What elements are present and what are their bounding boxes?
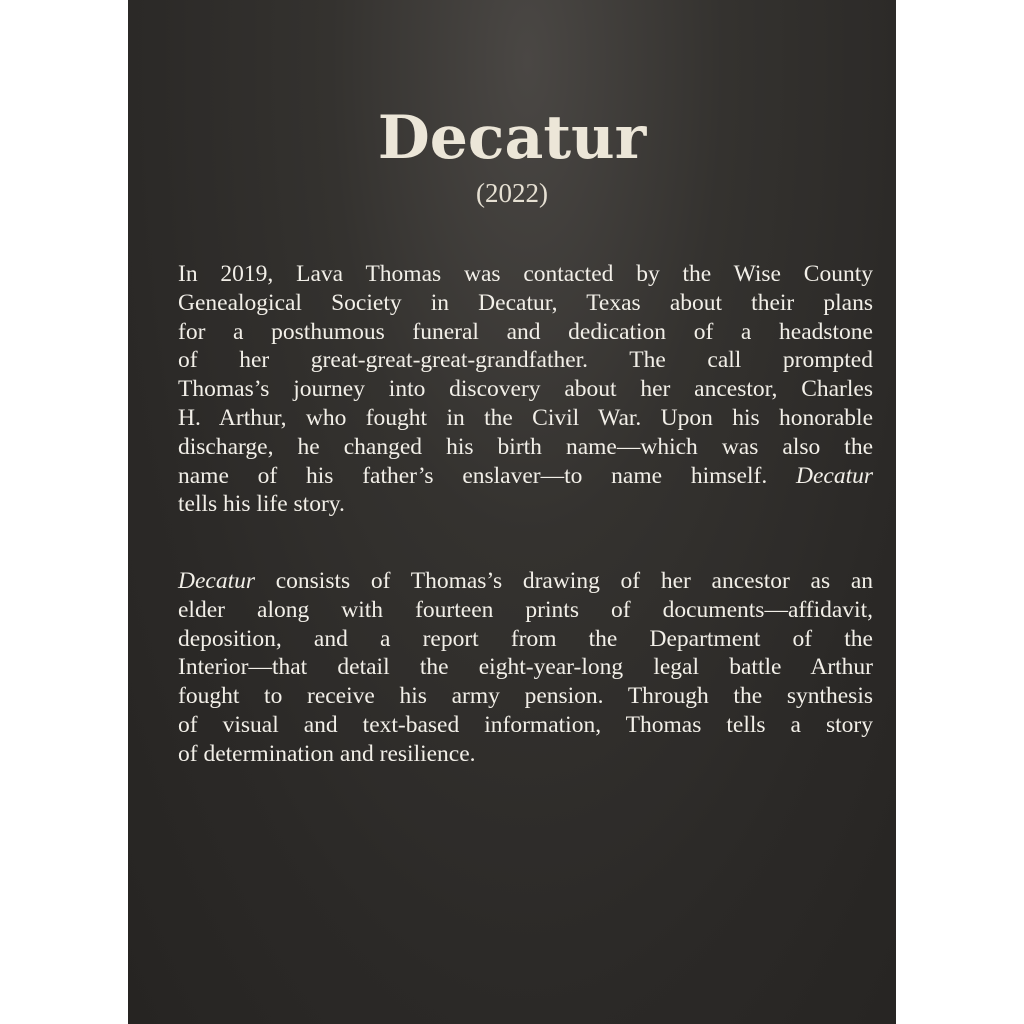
- text-line: Genealogical Society in Decatur, Texas about their plans: [178, 289, 873, 316]
- text-line: In 2019, Lava Thomas was contacted by the Wise County: [178, 261, 873, 287]
- text-line-with-italic: [178, 567, 873, 596]
- text-line: of her great-great-great-grandfather. The call prompted: [178, 347, 873, 374]
- italic-title: Decatur: [178, 568, 256, 594]
- text-line: deposition, and a report from the Department of the: [178, 625, 873, 652]
- text-segment: consists of Thomas’s drawing of her ancestor as an: [275, 568, 873, 594]
- text-line-with-italic: [178, 462, 873, 491]
- text-line: fought to receive his army pension. Through the synthesis: [178, 683, 873, 710]
- text-line: of determination and resilience.: [178, 740, 476, 767]
- text-line: tells his life story.: [178, 491, 345, 518]
- text-line: Interior—that detail the eight-year-long legal battle Arthur: [178, 654, 873, 681]
- italic-title: Decatur: [795, 462, 873, 489]
- text-line: discharge, he changed his birth name—which was also the: [178, 433, 873, 460]
- text-line: of visual and text-based information, Thomas tells a story: [178, 711, 873, 738]
- text-line: elder along with fourteen prints of documents—affidavit,: [178, 596, 873, 623]
- placard-paragraph-1: [178, 260, 873, 519]
- exhibit-placard: [128, 0, 896, 1024]
- text-segment: name of his father’s enslaver—to name himself.: [178, 462, 768, 489]
- placard-year: (2022): [476, 178, 548, 208]
- text-line: H. Arthur, who fought in the Civil War. Upon his honorable: [178, 404, 873, 431]
- text-line: for a posthumous funeral and dedication of a headstone: [178, 318, 873, 345]
- text-line: Thomas’s journey into discovery about her ancestor, Charles: [178, 376, 873, 403]
- placard-title: Decatur: [377, 103, 647, 173]
- placard-paragraph-2: [178, 567, 873, 769]
